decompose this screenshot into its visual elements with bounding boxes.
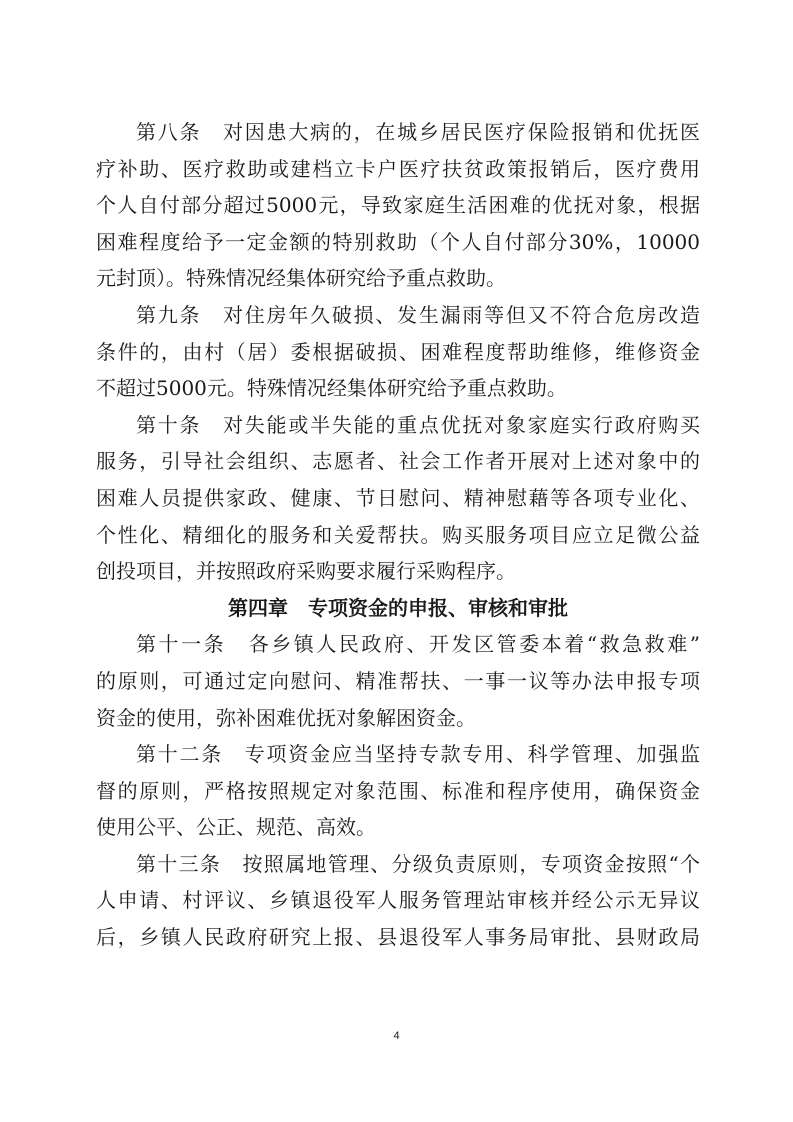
text-line: 个人自付部分超过5000元，导致家庭生活困难的优抚对象，根据 xyxy=(96,193,700,218)
chapter-heading: 第四章 专项资金的申报、审核和审批 xyxy=(228,595,568,620)
page-number: 4 xyxy=(393,1030,400,1042)
text-line: 资金的使用，弥补困难优抚对象解困资金。 xyxy=(96,705,476,730)
text-line: 个性化、精细化的服务和关爱帮扶。购买服务项目应立足微公益 xyxy=(96,522,700,547)
text-line: 后，乡镇人民政府研究上报、县退役军人事务局审批、县财政局 xyxy=(96,925,700,950)
text-line: 使用公平、公正、规范、高效。 xyxy=(96,815,376,840)
article-13 xyxy=(96,846,700,956)
text-line: 困难程度给予一定金额的特别救助（个人自付部分30%，10000 xyxy=(96,229,700,254)
text-line: 第十条 对失能或半失能的重点优抚对象家庭实行政府购买 xyxy=(136,412,700,437)
text-line: 元封顶）。特殊情况经集体研究给予重点救助。 xyxy=(96,266,506,291)
text-line: 第十三条 按照属地管理、分级负责原则，专项资金按照“个 xyxy=(136,851,700,876)
article-10 xyxy=(96,407,700,590)
text-line: 第九条 对住房年久破损、发生漏雨等但又不符合危房改造 xyxy=(136,302,700,327)
text-line: 条件的，由村（居）委根据破损、困难程度帮助维修，维修资金 xyxy=(96,339,700,364)
text-line: 第十二条 专项资金应当坚持专款专用、科学管理、加强监 xyxy=(136,742,700,767)
text-line: 人申请、村评议、乡镇退役军人服务管理站审核并经公示无异议 xyxy=(96,888,700,913)
text-line: 不超过5000元。特殊情况经集体研究给予重点救助。 xyxy=(96,376,567,401)
text-line: 督的原则，严格按照规定对象范围、标准和程序使用，确保资金 xyxy=(96,778,700,803)
text-line: 服务，引导社会组织、志愿者、社会工作者开展对上述对象中的 xyxy=(96,449,700,474)
text-line: 创投项目，并按照政府采购要求履行采购程序。 xyxy=(96,559,516,584)
text-line: 疗补助、医疗救助或建档立卡户医疗扶贫政策报销后，医疗费用 xyxy=(96,156,700,181)
article-9 xyxy=(96,297,700,407)
text-line: 第八条 对因患大病的，在城乡居民医疗保险报销和优抚医 xyxy=(136,120,700,144)
article-11 xyxy=(96,626,700,736)
text-line: 的原则，可通过定向慰问、精准帮扶、一事一议等办法申报专项 xyxy=(96,668,700,693)
document-body xyxy=(96,114,700,956)
text-line: 困难人员提供家政、健康、节日慰问、精神慰藉等各项专业化、 xyxy=(96,485,700,510)
article-8 xyxy=(96,114,700,297)
article-12 xyxy=(96,736,700,846)
text-line: 第十一条 各乡镇人民政府、开发区管委本着“救急救难” xyxy=(136,632,700,657)
